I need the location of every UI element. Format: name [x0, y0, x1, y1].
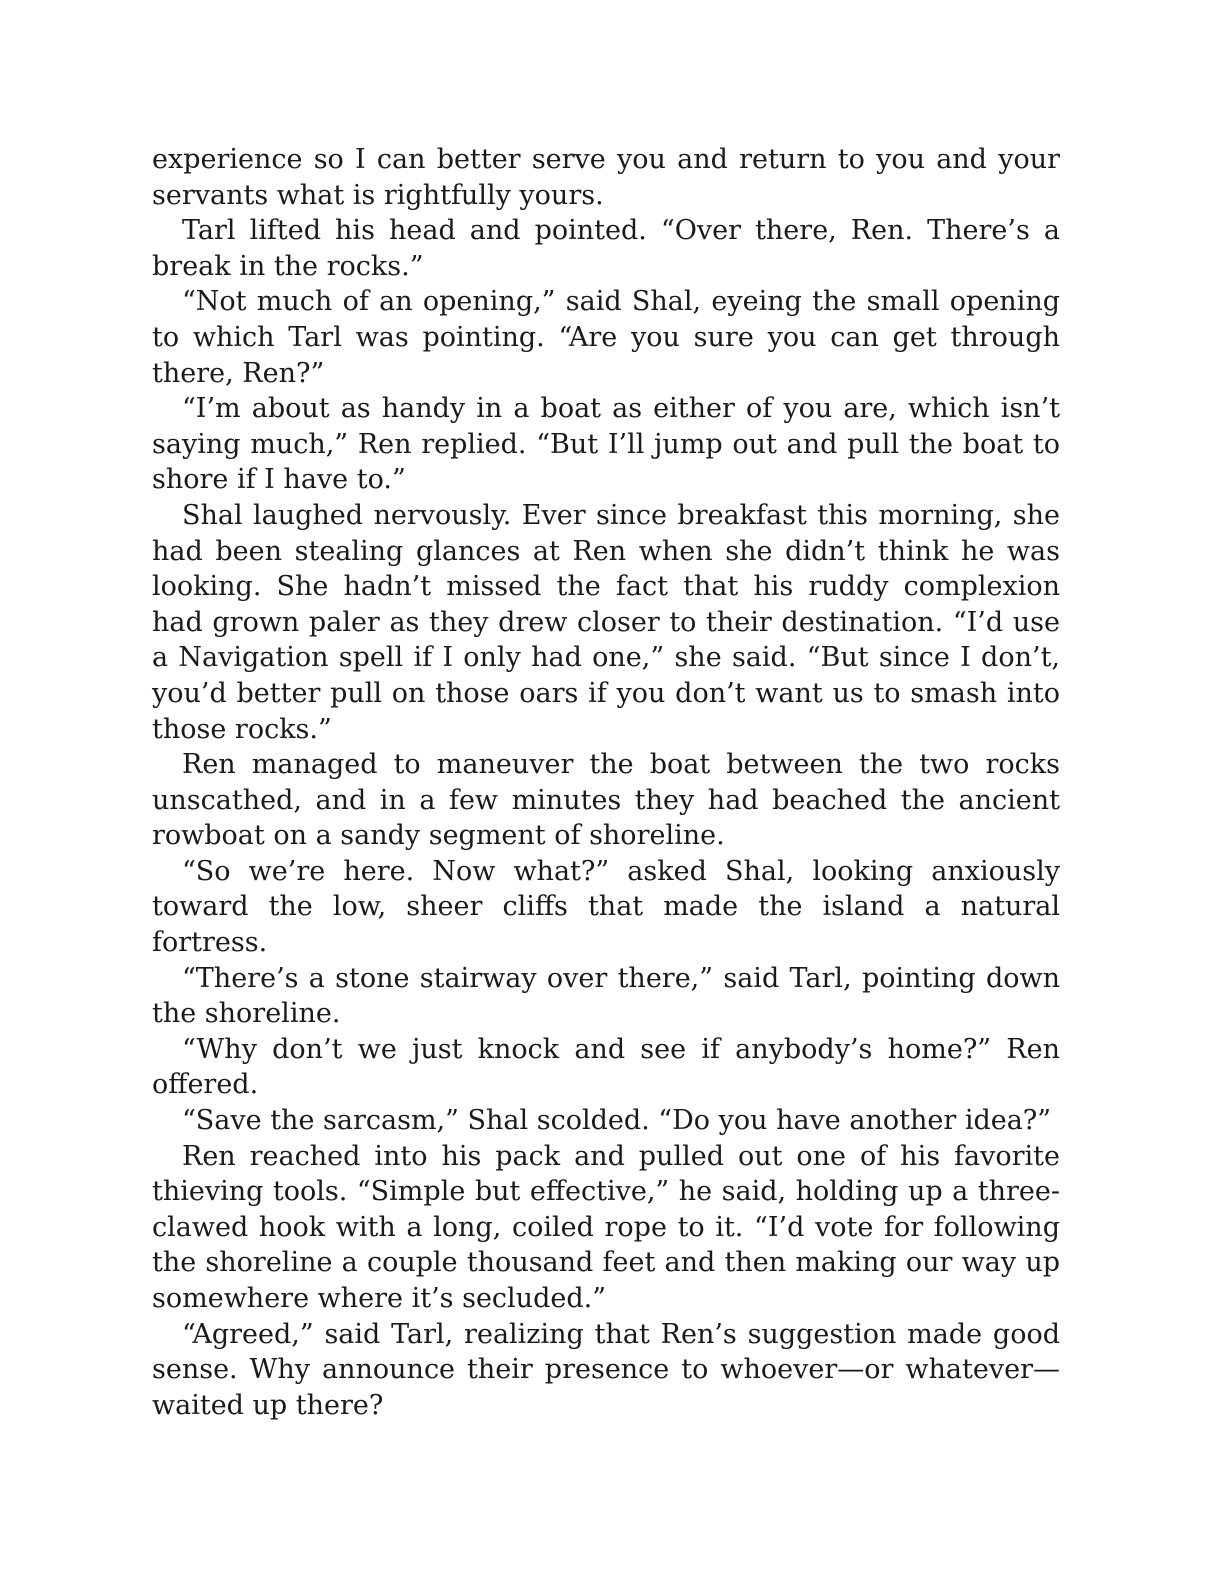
paragraph: “So we’re here. Now what?” asked Shal, looking anxiously toward the low, sheer cliffs that made the island a natural fortress.	[152, 855, 1060, 959]
paragraph: Shal laughed nervously. Ever since breakfast this morning, she had been stealing glances at Ren when she didn’t think he was looking. She hadn’t missed the fact that his ruddy complexion had grown paler as they drew closer to their destination. “I’d use a Navigation spell if I only had one,” she said. “But since I don’t, you’d better pull on those oars if you don’t want us to smash into those rocks.”	[152, 499, 1060, 745]
paragraph: Ren managed to maneuver the boat between the two rocks unscathed, and in a few minutes they had beached the ancient rowboat on a sandy segment of shoreline.	[152, 749, 1060, 852]
paragraph: Tarl lifted his head and pointed. “Over there, Ren. There’s a break in the rocks.”	[152, 215, 1060, 282]
paragraph: “Save the sarcasm,” Shal scolded. “Do you have another idea?”	[182, 1105, 1052, 1137]
paragraph: Ren reached into his pack and pulled out one of his favorite thieving tools. “Simple but effective,” he said, holding up a three-clawed hook with a long, coiled rope to it. “I’d vote for following the shoreline a couple thousand feet and then making our way up somewhere where it’s secluded.”	[152, 1140, 1060, 1314]
paragraph: “Why don’t we just knock and see if anybody’s home?” Ren offered.	[152, 1033, 1060, 1101]
paragraph: “Not much of an opening,” said Shal, eyeing the small opening to which Tarl was pointing. “Are you sure you can get through there, Ren?”	[152, 286, 1060, 389]
paragraph: “Agreed,” said Tarl, realizing that Ren’s suggestion made good sense. Why announce their presence to whoever—or whatever—waited up there?	[152, 1318, 1060, 1421]
paragraph: “There’s a stone stairway over there,” said Tarl, pointing down the shoreline.	[152, 962, 1060, 1030]
paragraph-continuation: experience so I can better serve you and return to you and your servants what is rightfully yours.	[152, 144, 1060, 211]
book-page	[152, 142, 1060, 1423]
paragraph: “I’m about as handy in a boat as either of you are, which isn’t saying much,” Ren replied. “But I’ll jump out and pull the boat to shore if I have to.”	[152, 393, 1060, 496]
